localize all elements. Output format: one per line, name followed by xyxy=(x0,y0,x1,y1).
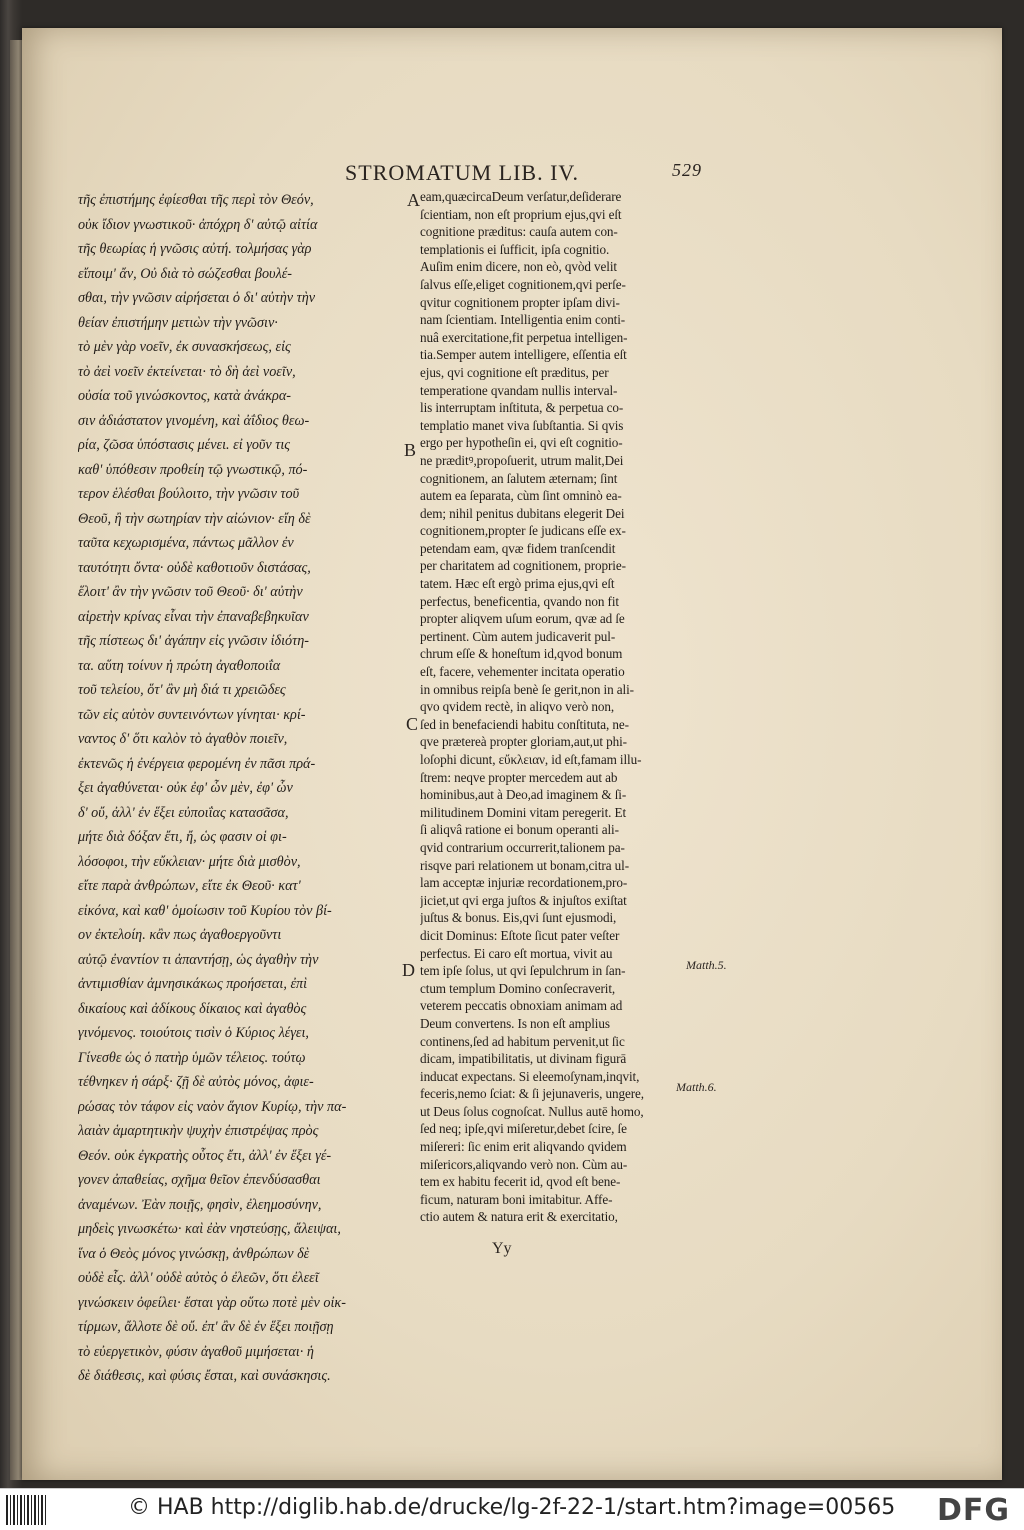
section-letter-a: A xyxy=(407,190,420,210)
latin-text-line: miſericors,aliqvando verò non. Cùm au- xyxy=(420,1156,628,1172)
latin-text-line: ne præditꝰ,propoſuerit, utrum malit,Dei xyxy=(420,452,624,468)
latin-text-line: ſcientiam, non eſt proprium ejus,qvi eſt xyxy=(420,206,622,222)
latin-text-line: cognitione præditus: cauſa autem con- xyxy=(420,224,618,240)
latin-text-line: lis interruptam inſtituta, & perpetua co- xyxy=(420,400,624,416)
greek-text-line: ἕλοιτ' ἂν τὴν γνῶσιν τοῦ Θεοῦ· δι' αὐτὴν xyxy=(78,584,303,600)
latin-text-line: loſophi dicunt, εὔκλειαν, id eſt,famam illu- xyxy=(420,752,642,767)
latin-text-line: qvid contrarium occurrerit,talionem pa- xyxy=(420,839,625,855)
latin-text-line: militudinem Domini vitam peregerit. Et xyxy=(420,804,627,820)
greek-text-line: δικαίους καὶ ἀδίκους δίκαιος καὶ ἀγαθὸς xyxy=(78,1000,307,1017)
latin-text-line: chrum eſſe & honeſtum id,qvod bonum xyxy=(420,646,623,662)
latin-text-line: eſt, facere, vehementer incitata operatio xyxy=(420,664,625,680)
greek-text-line: λαιὰν ἁμαρτητικὴν ψυχὴν ἐπιστρέψας πρὸς xyxy=(78,1123,319,1139)
latin-text-line: tem ex habitu fecerit id, qvod eſt bene- xyxy=(420,1174,621,1190)
greek-text-line: λόσοφοι, τὴν εὔκλειαν· μήτε διὰ μισθὸν, xyxy=(78,853,301,870)
latin-text-line: ctum templum Domino conſecraverit, xyxy=(420,980,616,996)
margin-note-matth-5: Matth.5. xyxy=(686,958,727,972)
latin-text-line: propter aliqvem uſum eorum, qvæ ad ſe xyxy=(420,611,625,627)
latin-text-line: risqve pari relationem ut bonam,citra ul- xyxy=(420,857,630,873)
greek-text-line: τα. αὕτη τοίνυν ἡ πρώτη ἀγαθοποιΐα xyxy=(78,657,281,674)
greek-text-line: γινόμενος. τοιούτοις τισὶν ὁ Κύριος λέγει, xyxy=(78,1025,309,1041)
greek-text-line: τερον ἑλέσθαι βούλοιτο, τὴν γνῶσιν τοῦ xyxy=(78,486,300,502)
greek-text-line: Γίνεσθε ὡς ὁ πατὴρ ὑμῶν τέλειος. τούτῳ xyxy=(78,1049,306,1066)
greek-text-line: ξει ἀγαθύνεται· οὐκ ἐφ' ὧν μὲν, ἐφ' ὧν xyxy=(78,780,293,796)
greek-text-line: οὐκ ἴδιον γνωστικοῦ· ἀπόχρη δ' αὐτῷ αἰτία xyxy=(78,216,318,233)
greek-text-line: θείαν ἐπιστήμην μετιὼν τὴν γνῶσιν· xyxy=(78,314,278,331)
latin-text-line: ctio autem & natura erit & exercitatio, xyxy=(420,1209,618,1225)
latin-text-line: Auſim enim dicere, non eò, qvòd velit xyxy=(420,259,617,275)
greek-text-line: δὲ διάθεσις, καὶ φύσις ἔσται, καὶ συνάσκησις. xyxy=(78,1368,331,1384)
margin-note-matth-6: Matth.6. xyxy=(676,1080,717,1094)
latin-text-line: qvo qvidem rectè, in aliqvo verò non, xyxy=(420,699,615,715)
latin-text-line: inducat expectans. Si eleemoſynam,inqvit, xyxy=(420,1068,640,1084)
greek-text-line: οὐδὲ εἷς. ἀλλ' οὐδὲ αὐτὸς ὁ ἐλεῶν, ὅτι ἐλεεῖ xyxy=(78,1270,319,1286)
latin-text-line: jiciet,ut qvi erga juſtos & injuſtos exiſtat xyxy=(420,892,627,908)
running-title: STROMATUM LIB. IV. xyxy=(345,160,579,185)
latin-text-line: cognitionem,propter ſe judicans eſſe ex- xyxy=(420,523,626,539)
section-letter-d: D xyxy=(402,960,415,980)
greek-text-line: τῶν εἰς αὐτὸν συντεινόντων γίνηται· κρί- xyxy=(78,706,306,723)
greek-text-line: δ' οὔ, ἀλλ' ἐν ἕξει εὐποιΐας κατασᾶσα, xyxy=(78,804,289,821)
latin-text-line: templationis ei ſufficit, ipſa cognitio. xyxy=(420,241,610,257)
greek-text-line: καθ' ὑπόθεσιν προθείη τῷ γνωστικῷ, πό- xyxy=(78,461,308,478)
latin-text-line: pertinent. Cùm autem judicaverit pul- xyxy=(420,628,616,644)
greek-text-line: ταῦτα κεχωρισμένα, πάντως μᾶλλον ἐν xyxy=(78,535,294,551)
greek-text-line: ἐκτενῶς ἡ ἐνέργεια φερομένη ἐν πᾶσι πρά- xyxy=(78,755,316,772)
greek-text-line: γονεν ἀπαθείας, σχῆμα θεῖον ἐπενδύσασθαι xyxy=(78,1172,321,1188)
greek-text-line: εἴποιμ' ἄν, Οὐ διὰ τὸ σώζεσθαι βουλέ- xyxy=(78,265,293,282)
latin-text-line: cognitionem, an ſalutem æternam; ſint xyxy=(420,470,618,486)
greek-text-line: αἱρετὴν κρίνας εἶναι τὴν ἐπαναβεβηκυῖαν xyxy=(78,608,309,625)
greek-text-line: ταυτότητι ὄντα· οὐδὲ καθοτιοῦν διστάσας, xyxy=(78,559,311,576)
greek-text-line: σιν ἀδιάστατον γινομένη, καὶ ἀΐδιος θεω- xyxy=(78,412,310,429)
latin-text-line: eam,quæcircaDeum verſatur,deſiderare xyxy=(420,189,622,204)
latin-text-line: ſalvus eſſe,eliget cognitionem,qvi perſe- xyxy=(420,276,626,292)
footer-copyright-link[interactable]: © HAB http://diglib.hab.de/drucke/lg-2f-22-1/start.htm?image=00565 xyxy=(128,1495,896,1520)
latin-text-line: autem ea ſeparata, cùm ſint omninò ea- xyxy=(420,488,622,504)
greek-text-line: τὸ ἀεὶ νοεῖν ἐκτείνεται· τὸ δὴ ἀεὶ νοεῖν, xyxy=(78,363,296,380)
latin-text-line: qve prætereà propter gloriam,aut,ut phi- xyxy=(420,734,627,750)
latin-text-line: Deum convertens. Is non eſt amplius xyxy=(420,1015,610,1031)
latin-text-line: dicam, impatibilitatis, ut divinam figurā xyxy=(420,1051,627,1067)
latin-text-line: juſtus & bonus. Eis,qvi ſunt ejusmodi, xyxy=(420,910,617,926)
greek-text-line: ναντος δ' ὅτι καλὸν τὸ ἀγαθὸν ποιεῖν, xyxy=(78,731,288,747)
section-letter-b: B xyxy=(404,440,417,460)
greek-text-line: τὸ μὲν γὰρ νοεῖν, ἐκ συνασκήσεως, εἰς xyxy=(78,339,291,355)
latin-text-line: dem; nihil penitus dubitans elegerit Dei xyxy=(420,505,625,521)
greek-text-line: τέθνηκεν ἡ σάρξ· ζῇ δὲ αὐτὸς μόνος, ἀφιε- xyxy=(78,1074,314,1090)
latin-text-line: hominibus,aut à Deo,ad imaginem & ſi- xyxy=(420,787,627,803)
greek-text-line: Θεόν. οὐκ ἐγκρατὴς οὗτος ἔτι, ἀλλ' ἐν ἕξει γέ- xyxy=(78,1147,332,1164)
latin-text-line: templatio manet viva ſubſtantia. Si qvis xyxy=(420,417,624,433)
latin-column xyxy=(420,188,680,1226)
greek-text-line: εἰκόνα, καὶ καθ' ὁμοίωσιν τοῦ Κυρίου τὸν βί- xyxy=(78,902,332,919)
latin-text-line: ſtrem: neqve propter mercedem aut ab xyxy=(420,769,618,785)
greek-text-line: Θεοῦ, ἢ τὴν σωτηρίαν τὴν αἰώνιον· εἴη δὲ xyxy=(78,510,311,527)
latin-text-line: temperatione qvandam nullis interval- xyxy=(420,382,618,398)
greek-text-line: μήτε διὰ δόξαν ἔτι, ἤ, ὡς φασιν οἱ φι- xyxy=(78,829,287,845)
greek-text-line: ἵνα ὁ Θεὸς μόνος γινώσκῃ, ἀνθρώπων δὲ xyxy=(78,1245,310,1262)
greek-text-line: ἀντιμισθίαν ἀμνησικάκως προήσεται, ἐπὶ xyxy=(78,976,308,992)
greek-text-line: ἀναμένων. Ἐὰν ποιῇς, φησὶν, ἐλεημοσύνην, xyxy=(78,1196,322,1213)
greek-text-line: γινώσκειν ὀφείλει· ἔσται γὰρ οὕτω ποτὲ μὲν οἰκ- xyxy=(78,1294,346,1311)
signature-mark: Yy xyxy=(492,1240,512,1257)
latin-text-line: ejus, qvi cognitione eſt præditus, per xyxy=(420,364,609,380)
greek-column xyxy=(78,188,403,1389)
latin-text-line: veterem peccatis obnoxiam animam ad xyxy=(420,998,623,1014)
latin-text-line: tia.Semper autem intelligere, eſſentia eſt xyxy=(420,347,627,363)
greek-text-line: ον ἐκτελοίη. κἂν πως ἀγαθοεργοῦντι xyxy=(78,927,282,943)
latin-text-line: qvitur cognitionem propter ipſam divi- xyxy=(420,294,620,310)
latin-text-line: tatem. Hæc eſt ergò prima ejus,qvi eſt xyxy=(420,576,615,592)
footer-bar xyxy=(0,1488,1024,1530)
latin-text-line: lam acceptæ injuriæ recordationem,pro- xyxy=(420,875,628,891)
greek-text-line: αὐτῷ ἐναντίον τι ἀπαντήσῃ, ὡς ἀγαθὴν τὴν xyxy=(78,951,319,968)
section-letter-c: C xyxy=(406,714,419,734)
greek-text-line: οὐσία τοῦ γινώσκοντος, κατὰ ἀνάκρα- xyxy=(78,388,292,404)
greek-text-line: ρώσας τὸν τάφον εἰς ναὸν ἅγιον Κυρίῳ, τὴν πα- xyxy=(78,1098,347,1115)
latin-text-line: ſi aliqvâ ratione ei bonum operanti ali- xyxy=(420,822,619,838)
latin-text-line: perfectus, beneficentia, qvando non fit xyxy=(420,593,619,609)
latin-text-line: per charitatem ad cognitionem, proprie- xyxy=(420,558,626,574)
latin-text-line: feceris,nemo ſciat: & ſi jejunaveris, ungere, xyxy=(420,1086,644,1102)
greek-text-line: τῆς πίστεως δι' ἀγάπην εἰς γνῶσιν ἰδιότη- xyxy=(78,633,309,649)
latin-text-line: miſereri: ſic enim erit aliqvando qvidem xyxy=(420,1139,627,1155)
greek-text-line: ρία, ζῶσα ὑπόστασις μένει. εἰ γοῦν τις xyxy=(78,437,291,453)
greek-text-line: σθαι, τὴν γνῶσιν αἱρήσεται ὁ δι' αὐτὴν τὴν xyxy=(78,290,316,306)
latin-text-line: in omnibus reipſa benè ſe gerit,non in ali- xyxy=(420,681,634,697)
greek-text-line: τὸ εὐεργετικὸν, φύσιν ἀγαθοῦ μιμήσεται· ἡ xyxy=(78,1343,314,1360)
latin-text-line: ſed neq; ipſe,qvi miſeretur,debet ſcire, ſe xyxy=(420,1121,627,1137)
latin-text-line: nam ſcientiam. Intelligentia enim conti- xyxy=(420,312,626,328)
latin-text-line: perfectus. Ei caro eſt mortua, vivit au xyxy=(420,945,613,961)
running-header xyxy=(232,160,702,188)
greek-text-line: τίρμων, ἄλλοτε δὲ οὔ. ἐπ' ἂν δὲ ἐν ἕξει ποιῇσῃ xyxy=(78,1319,334,1335)
latin-text-line: nuâ exercitatione,fit perpetua intelligen- xyxy=(420,329,628,345)
latin-text-line: tem ipſe ſolus, ut qvi ſepulchrum in ſan- xyxy=(420,963,626,979)
greek-text-line: τοῦ τελείου, ὅτ' ἂν μὴ διά τι χρειῶδες xyxy=(78,682,286,698)
greek-text-line: τῆς θεωρίας ἡ γνῶσις αὐτή. τολμήσας γὰρ xyxy=(78,241,312,257)
latin-text-line: ficum, naturam boni imitabitur. Affe- xyxy=(420,1191,613,1207)
latin-text-line: dicit Dominus: Eſtote ſicut pater veſter xyxy=(420,927,620,943)
latin-text-line: ut Deus ſolus cognoſcat. Nullus autē homo, xyxy=(420,1103,644,1119)
latin-text-line: ergo per hypotheſin ei, qvi eſt cognitio- xyxy=(420,435,623,451)
greek-text-line: εἴτε παρὰ ἀνθρώπων, εἴτε ἐκ Θεοῦ· κατ' xyxy=(78,878,301,894)
dfg-logo: DFG xyxy=(936,1493,1010,1528)
barcode-icon xyxy=(6,1495,46,1525)
page-number: 529 xyxy=(672,160,702,180)
latin-text-line: ſed in benefaciendi habitu conſtituta, ne- xyxy=(420,716,629,732)
greek-text-line: μηδεὶς γινωσκέτω· καὶ ἐὰν νηστεύσῃς, ἄλειψαι, xyxy=(78,1221,341,1237)
latin-text-line: petendam eam, qvæ fidem tranſcendit xyxy=(420,540,616,556)
latin-text-line: continens,ſed ad habitum pervenit,ut ſic xyxy=(420,1033,625,1049)
greek-text-line: τῆς ἐπιστήμης ἐφίεσθαι τῆς περὶ τὸν Θεόν, xyxy=(78,192,314,208)
